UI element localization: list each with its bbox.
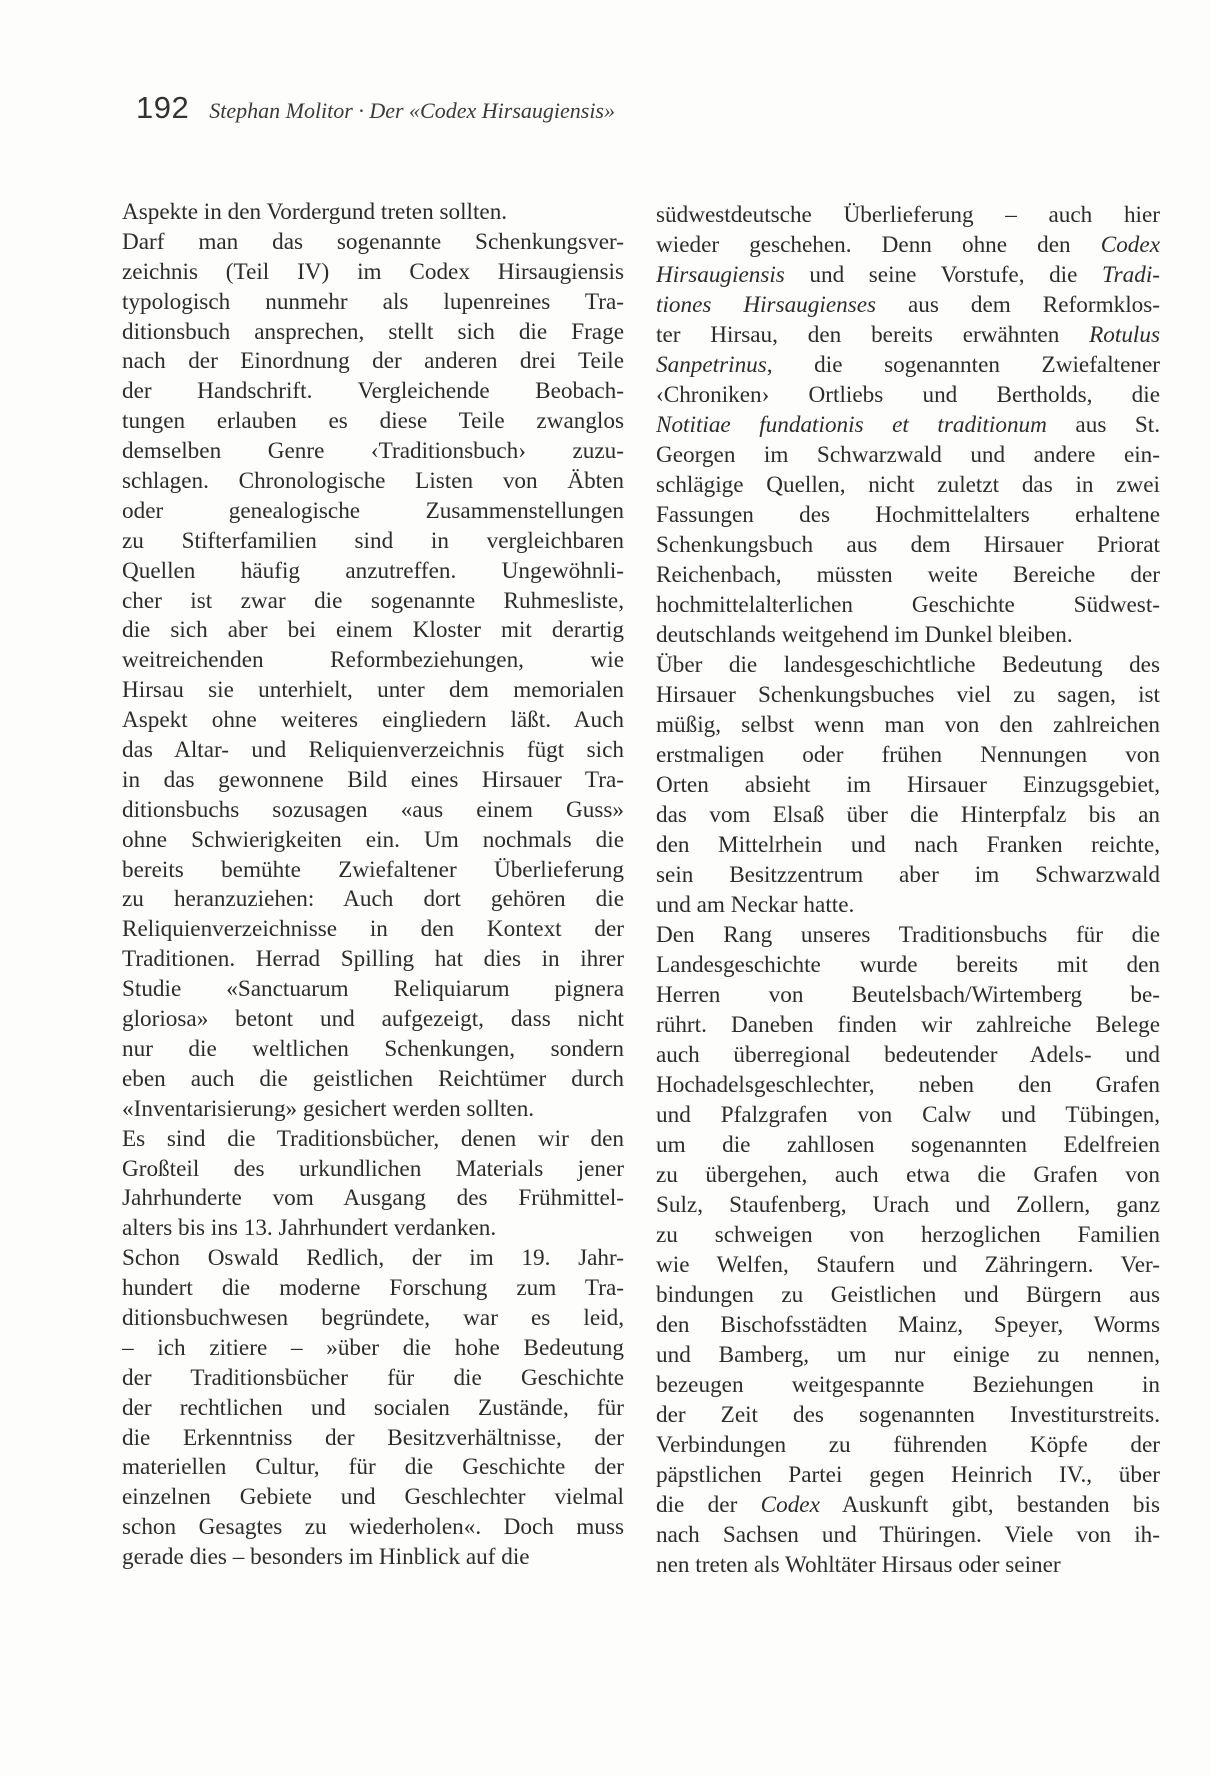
text-line: gloriosa» betont und aufgezeigt, dass nicht: [122, 1006, 624, 1033]
right-paragraph: [656, 650, 1160, 920]
text-line: bindungen zu Geistlichen und Bürgern aus: [656, 1282, 1160, 1308]
text-line: Schon Oswald Redlich, der im 19. Jahr-: [122, 1245, 624, 1272]
text-line: Notitiae fundationis et traditionum aus St.: [656, 412, 1160, 438]
text-line: materiellen Cultur, für die Geschichte der: [122, 1454, 624, 1481]
text-line: und am Neckar hatte.: [656, 892, 855, 918]
left-column: [122, 198, 624, 1573]
text-line: hochmittelalterlichen Geschichte Südwest-: [656, 592, 1160, 618]
text-line: rührt. Daneben finden wir zahlreiche Belege: [656, 1012, 1160, 1038]
text-line: ‹Chroniken› Ortliebs und Bertholds, die: [656, 382, 1160, 408]
text-line: ohne Schwierigkeiten ein. Um nochmals die: [122, 826, 624, 853]
text-line: das vom Elsaß über die Hinterpfalz bis an: [656, 802, 1160, 828]
text-line: gerade dies – besonders im Hinblick auf die: [122, 1544, 530, 1571]
text-line: wieder geschehen. Denn ohne den Codex: [656, 232, 1160, 258]
text-line: Aspekte in den Vordergund treten sollten.: [122, 199, 508, 225]
text-line: tungen erlauben es diese Teile zwanglos: [122, 408, 624, 435]
text-line: nach Sachsen und Thüringen. Viele von ih-: [656, 1522, 1160, 1548]
text-line: und Pfalzgrafen von Calw und Tübingen,: [656, 1102, 1160, 1128]
text-line: Aspekt ohne weiteres eingliedern läßt. Auch: [122, 707, 624, 734]
text-line: den Bischofsstädten Mainz, Speyer, Worms: [656, 1312, 1160, 1338]
text-line: müßig, selbst wenn man von den zahlreichen: [656, 712, 1160, 738]
text-line: zu Stifterfamilien sind in vergleichbaren: [122, 527, 624, 554]
right-paragraph: [656, 920, 1160, 1580]
text-line: die Erkenntniss der Besitzverhältnisse, der: [122, 1424, 624, 1451]
text-line: ter Hirsau, den bereits erwähnten Rotulus: [656, 322, 1160, 348]
text-line: «Inventarisierung» gesichert werden sollten.: [122, 1095, 535, 1122]
right-paragraph: [656, 200, 1160, 650]
text-line: der Traditionsbücher für die Geschichte: [122, 1364, 624, 1391]
text-line: einzelnen Gebiete und Geschlechter vielmal: [122, 1484, 624, 1511]
text-line: Hirsau sie unterhielt, unter dem memorialen: [122, 677, 624, 704]
text-line: der Zeit des sogenannten Investiturstreits.: [656, 1402, 1160, 1428]
text-line: Orten absieht im Hirsauer Einzugsgebiet,: [656, 772, 1160, 798]
text-line: typologisch nunmehr als lupenreines Tra-: [122, 288, 624, 315]
text-line: der Handschrift. Vergleichende Beobach-: [122, 378, 624, 405]
text-line: Reliquienverzeichnisse in den Kontext der: [122, 916, 624, 943]
text-line: Sulz, Staufenberg, Urach und Zollern, ganz: [656, 1192, 1160, 1218]
text-line: Hirsauer Schenkungsbuches viel zu sagen, ist: [656, 682, 1160, 708]
text-line: Sanpetrinus, die sogenannten Zwiefaltener: [656, 352, 1160, 378]
text-line: alters bis ins 13. Jahrhundert verdanken.: [122, 1215, 497, 1242]
text-line: tiones Hirsaugienses aus dem Reformklos-: [656, 292, 1160, 318]
text-line: Den Rang unseres Traditionsbuchs für die: [656, 922, 1160, 948]
text-line: auch überregional bedeutender Adels- und: [656, 1042, 1160, 1068]
text-line: südwestdeutsche Überlieferung – auch hier: [656, 202, 1160, 228]
text-line: Verbindungen zu führenden Köpfe der: [656, 1432, 1160, 1458]
text-line: weitreichenden Reformbeziehungen, wie: [122, 647, 624, 674]
text-line: Herren von Beutelsbach/Wirtemberg be-: [656, 982, 1160, 1008]
text-line: der rechtlichen und socialen Zustände, für: [122, 1394, 624, 1421]
text-line: die der Codex Auskunft gibt, bestanden bis: [656, 1492, 1160, 1518]
text-line: ditionsbuchs sozusagen «aus einem Guss»: [122, 796, 624, 823]
text-line: oder genealogische Zusammenstellungen: [122, 497, 624, 524]
text-line: schlagen. Chronologische Listen von Äbten: [122, 468, 624, 495]
text-line: eben auch die geistlichen Reichtümer durch: [122, 1065, 624, 1092]
left-paragraph: [122, 198, 624, 228]
text-line: schon Gesagtes zu wiederholen«. Doch muss: [122, 1514, 624, 1541]
text-line: päpstlichen Partei gegen Heinrich IV., über: [656, 1462, 1160, 1488]
page-number: 192: [136, 90, 190, 125]
text-line: wie Welfen, Staufern und Zähringern. Ver-: [656, 1252, 1160, 1278]
text-line: nen treten als Wohltäter Hirsaus oder seiner: [656, 1552, 1061, 1578]
text-line: den Mittelrhein und nach Franken reichte,: [656, 832, 1160, 858]
text-line: Hochadelsgeschlechter, neben den Grafen: [656, 1072, 1160, 1098]
running-title: Stephan Molitor · Der «Codex Hirsaugiensis»: [209, 98, 615, 123]
text-line: schlägige Quellen, nicht zuletzt das in zwei: [656, 472, 1160, 498]
text-line: Über die landesgeschichtliche Bedeutung des: [656, 652, 1160, 678]
text-line: die sich aber bei einem Kloster mit derartig: [122, 617, 624, 644]
text-line: zu heranzuziehen: Auch dort gehören die: [122, 886, 624, 913]
text-line: Schenkungsbuch aus dem Hirsauer Priorat: [656, 532, 1160, 558]
text-line: ditionsbuch ansprechen, stellt sich die Frage: [122, 318, 624, 345]
text-line: nur die weltlichen Schenkungen, sondern: [122, 1035, 624, 1062]
text-line: cher ist zwar die sogenannte Ruhmesliste,: [122, 587, 624, 614]
text-line: Es sind die Traditionsbücher, denen wir den: [122, 1125, 624, 1152]
text-line: Hirsaugiensis und seine Vorstufe, die Tradi-: [656, 262, 1160, 288]
text-line: Großteil des urkundlichen Materials jener: [122, 1155, 624, 1182]
text-line: zeichnis (Teil IV) im Codex Hirsaugiensis: [122, 258, 624, 285]
text-line: Quellen häufig anzutreffen. Ungewöhnli-: [122, 557, 624, 584]
text-line: nach der Einordnung der anderen drei Teile: [122, 348, 624, 375]
text-line: hundert die moderne Forschung zum Tra-: [122, 1275, 624, 1302]
text-line: und Bamberg, um nur einige zu nennen,: [656, 1342, 1160, 1368]
text-line: Traditionen. Herrad Spilling hat dies in ihrer: [122, 946, 624, 973]
text-line: um die zahllosen sogenannten Edelfreien: [656, 1132, 1160, 1158]
text-line: bereits bemühte Zwiefaltener Überlieferung: [122, 856, 624, 883]
text-line: sein Besitzzentrum aber im Schwarzwald: [656, 862, 1160, 888]
text-line: Fassungen des Hochmittelalters erhaltene: [656, 502, 1160, 528]
right-column: [656, 200, 1160, 1580]
left-paragraph: [122, 1244, 624, 1573]
left-paragraph: [122, 228, 624, 1125]
running-head: [136, 90, 1136, 130]
text-line: Landesgeschichte wurde bereits mit den: [656, 952, 1160, 978]
text-line: Studie «Sanctuarum Reliquiarum pignera: [122, 976, 624, 1003]
text-line: das Altar- und Reliquienverzeichnis fügt sich: [122, 737, 624, 764]
text-line: Darf man das sogenannte Schenkungsver-: [122, 228, 624, 255]
text-line: demselben Genre ‹Traditionsbuch› zuzu-: [122, 438, 624, 465]
text-line: bezeugen weitgespannte Beziehungen in: [656, 1372, 1160, 1398]
text-line: zu schweigen von herzoglichen Familien: [656, 1222, 1160, 1248]
text-line: erstmaligen oder frühen Nennungen von: [656, 742, 1160, 768]
text-line: ditionsbuchwesen begründete, war es leid,: [122, 1304, 624, 1331]
text-line: Jahrhunderte vom Ausgang des Frühmittel-: [122, 1185, 624, 1212]
text-line: – ich zitiere – »über die hohe Bedeutung: [122, 1334, 624, 1361]
text-line: zu übergehen, auch etwa die Grafen von: [656, 1162, 1160, 1188]
text-line: deutschlands weitgehend im Dunkel bleiben.: [656, 622, 1073, 648]
text-line: in das gewonnene Bild eines Hirsauer Tra-: [122, 766, 624, 793]
text-line: Georgen im Schwarzwald und andere ein-: [656, 442, 1160, 468]
text-line: Reichenbach, müssten weite Bereiche der: [656, 562, 1160, 588]
left-paragraph: [122, 1125, 624, 1245]
